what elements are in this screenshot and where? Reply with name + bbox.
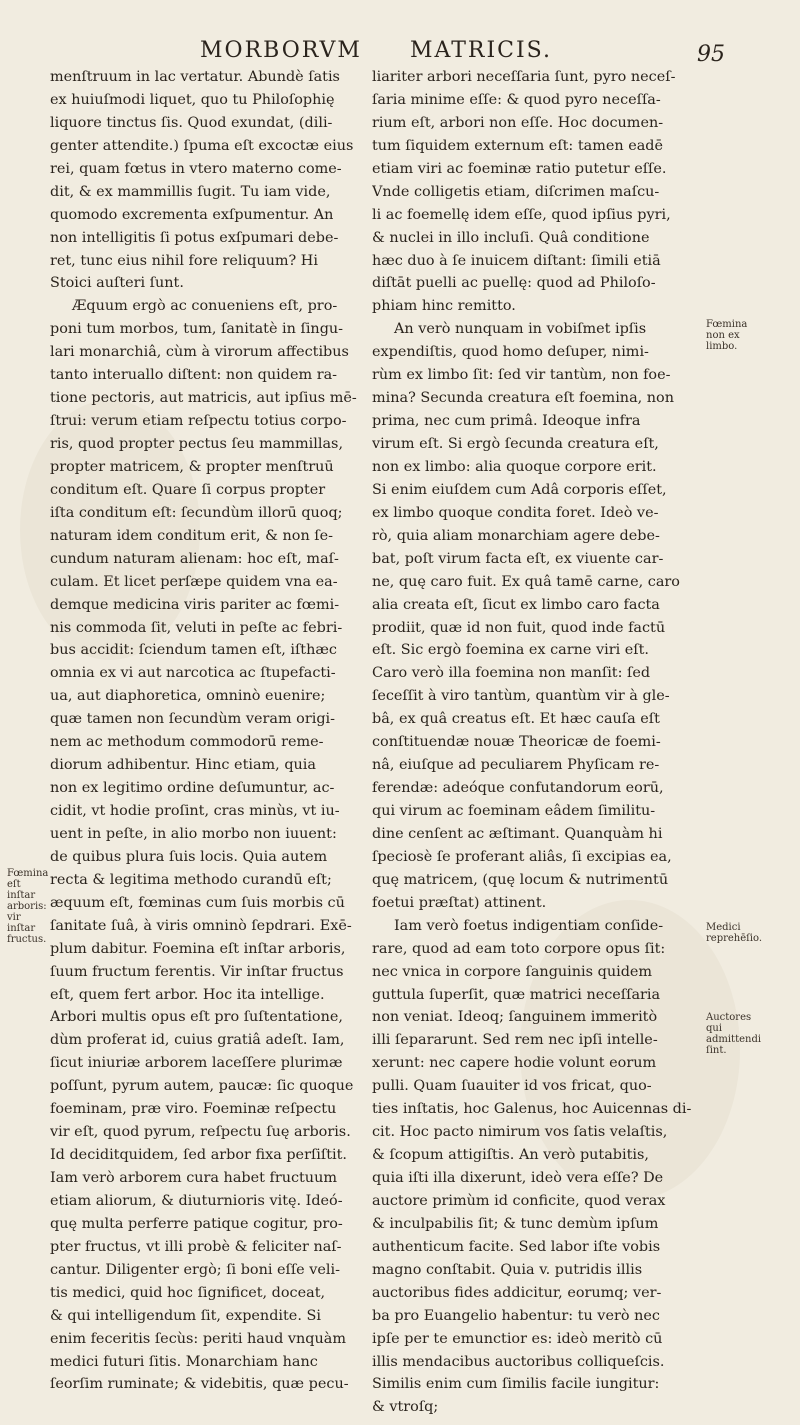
- text-line: diorum adhibentur. Hinc etiam, quia: [50, 757, 316, 774]
- text-line: ex limbo quoque condita foret. Ideò ve-: [372, 504, 659, 521]
- text-line: poſſunt, pyrum autem, paucæ: ſic quoque: [50, 1078, 354, 1095]
- text-line: Id deciditquidem, ſed arbor fixa perſiſtit.: [50, 1147, 347, 1164]
- text-line: de quibus plura ſuis locis. Quia autem: [50, 848, 328, 865]
- text-line: mina? Secunda creatura eſt foemina, non: [372, 390, 674, 407]
- text-line: Iam verò arborem cura habet fructuum: [50, 1170, 337, 1186]
- text-line: ua, aut diaphoretica, omninò euenire;: [50, 688, 326, 705]
- text-line: ſtrui: verum etiam reſpectu totius corpo-: [50, 413, 347, 430]
- text-line: lari monarchiâ, cùm à virorum affectibus: [50, 344, 349, 361]
- text-line: menſtruum in lac vertatur. Abundè ſatis: [50, 69, 340, 85]
- text-line: tis medici, quid hoc ſignificet, doceat,: [50, 1284, 326, 1301]
- text-line: dit, & ex mammillis ſugit. Tu iam vide,: [50, 183, 331, 200]
- text-line: non intelligitis ſi potus exſpumari debe-: [50, 229, 339, 246]
- text-line: etiam aliorum, & diuturnioris vitę. Ideó-: [50, 1192, 343, 1209]
- text-line: rei, quam fœtus in vtero materno come-: [50, 160, 342, 177]
- margin-note-right-1: Fœmina non ex limbo.: [706, 319, 748, 352]
- text-line: cidit, vt hodie proſint, cras minùs, vt iu-: [50, 803, 340, 819]
- text-line: xerunt: nec capere hodie volunt eorum: [372, 1055, 657, 1072]
- text-line: nem ac methodum commodorū reme-: [50, 734, 324, 751]
- text-line: rò, quia aliam monarchiam agere debe-: [372, 527, 660, 544]
- text-line: ferendæ: adeóque confutandorum eorū,: [372, 780, 664, 797]
- text-line: dine cenſent ac æſtimant. Quanquàm hi: [372, 825, 663, 842]
- right-text-column: [372, 66, 697, 1419]
- text-line: & nuclei in illo incluſi. Quâ conditione: [372, 229, 650, 246]
- text-line: Stoici auſteri ſunt.: [50, 275, 184, 292]
- text-line: nis commoda ſit, veluti in peſte ac febri-: [50, 619, 343, 636]
- text-line: tione pectoris, aut matricis, aut ipſius mē-: [50, 390, 357, 407]
- text-line: rium eſt, arbori non eſſe. Hoc documen-: [372, 114, 664, 131]
- text-line: conditum eſt. Quare ſi corpus propter: [50, 481, 326, 498]
- text-line: non veniat. Ideoq; ſanguinem immeritò: [372, 1009, 658, 1026]
- running-title-left: MORBORVM: [200, 38, 362, 63]
- text-line: ſuum fructum ferentis. Vir inſtar fructus: [50, 963, 344, 980]
- text-line: naturam idem conditum erit, & non ſe-: [50, 527, 333, 544]
- margin-note-left: Fœmina eſt inſtar arboris: vir inſtar fructus.: [7, 868, 49, 945]
- text-line: eſt. Sic ergò foemina ex carne viri eſt.: [372, 642, 649, 659]
- text-line: quia iſti illa dixerunt, ideò vera eſſe? De: [372, 1170, 664, 1186]
- margin-note-right-2: Medici reprehēſio.: [706, 922, 763, 944]
- text-line: pulli. Quam ſuauiter id vos fricat, quo-: [372, 1078, 652, 1095]
- text-line: non ex legitimo ordine deſumuntur, ac-: [50, 780, 335, 797]
- text-line: phiam hinc remitto.: [372, 298, 516, 315]
- text-line: enim feceritis ſecùs: periti haud vnquàm: [50, 1330, 347, 1347]
- text-line: quæ tamen non ſecundùm veram origi-: [50, 711, 336, 728]
- text-line: foeminam, præ viro. Foeminæ reſpectu: [50, 1101, 337, 1118]
- text-line: An verò nunquam in vobiſmet ipſis: [394, 321, 647, 338]
- text-line: rùm ex limbo ſit: ſed vir tantùm, non foe-: [372, 367, 671, 384]
- text-line: bâ, ex quâ creatus eſt. Et hæc cauſa eſt: [372, 711, 660, 728]
- text-line: cantur. Diligenter ergò; ſi boni eſſe veli-: [50, 1261, 340, 1278]
- text-line: rare, quod ad eam toto corpore opus ſit:: [372, 940, 666, 957]
- text-line: illi ſepararunt. Sed rem nec ipſi intelle-: [372, 1032, 658, 1049]
- text-line: propter matricem, & propter menſtruū: [50, 458, 334, 475]
- text-line: magno conſtabit. Quia v. putridis illis: [372, 1261, 643, 1278]
- text-line: foetui præſtat) attinent.: [372, 894, 547, 911]
- text-line: ſpeciosè ſe proferant aliâs, ſi excipias ea,: [372, 848, 672, 865]
- text-line: ſicut iniuriæ arborem laceſſere plurimæ: [50, 1055, 343, 1072]
- text-line: li ac foemellę idem eſſe, quod ipſius pyri,: [372, 206, 671, 223]
- text-line: Si enim eiuſdem cum Adâ corporis eſſet,: [372, 481, 667, 498]
- text-line: ne, quę caro fuit. Ex quâ tamē carne, caro: [372, 573, 680, 590]
- text-line: diſtāt puelli ac puellę: quod ad Philoſo-: [372, 275, 656, 292]
- running-title-right: MATRICIS.: [410, 38, 552, 63]
- text-line: authenticum facite. Sed labor iſte vobis: [372, 1238, 661, 1255]
- text-line: etiam viri ac foeminæ ratio putetur eſſe.: [372, 160, 667, 177]
- text-line: liariter arbori neceſſaria ſunt, pyro neceſ-: [372, 69, 676, 85]
- text-line: qui virum ac foeminam eâdem ſimilitu-: [372, 803, 656, 819]
- text-line: liquore tinctus ſis. Quod exundat, (dili-: [50, 114, 333, 131]
- text-line: hæc duo à ſe inuicem diſtant: ſimili etiā: [372, 252, 661, 269]
- left-text-column: [50, 66, 370, 1396]
- text-line: dùm proferat id, cuius gratiâ adeſt. Iam,: [50, 1032, 345, 1049]
- text-line: auctore primùm id conficite, quod verax: [372, 1192, 666, 1209]
- text-line: quę multa perferre patique cogitur, pro-: [50, 1215, 343, 1232]
- text-line: pter fructus, vt illi probè & feliciter naſ-: [50, 1238, 342, 1255]
- text-line: Arbori multis opus eſt pro ſuſtentatione,: [50, 1009, 343, 1026]
- text-line: eſt, quem fert arbor. Hoc ita intellige.: [50, 986, 325, 1003]
- text-line: & qui intelligendum ſit, expendite. Si: [50, 1307, 321, 1324]
- text-line: omnia ex vi aut narcotica ac ſtupefacti-: [50, 665, 336, 682]
- text-line: uent in peſte, in alio morbo non iuuent:: [50, 825, 337, 842]
- text-line: culam. Et licet perſæpe quidem vna ea-: [50, 573, 338, 590]
- text-line: ſaria minime eſſe: & quod pyro neceſſa-: [372, 91, 661, 108]
- text-line: ſeorſim ruminate; & videbitis, quæ pecu-: [50, 1376, 349, 1393]
- text-line: & ſcopum attigiſtis. An verò putabitis,: [372, 1147, 649, 1164]
- text-line: & vtroſq;: [372, 1399, 439, 1416]
- text-line: virum eſt. Si ergò ſecunda creatura eſt,: [372, 436, 659, 452]
- text-line: Iam verò foetus indigentiam conſide-: [394, 917, 664, 934]
- text-line: nâ, eiuſque ad peculiarem Phyſicam re-: [372, 757, 660, 774]
- text-line: conſtituendæ nouæ Theoricæ de foemi-: [372, 734, 661, 751]
- text-line: bat, poſt virum facta eſt, ex viuente car-: [372, 550, 664, 567]
- text-line: ret, tunc eius nihil fore reliquum? Hi: [50, 252, 318, 269]
- text-line: alia creata eſt, ſicut ex limbo caro facta: [372, 596, 660, 613]
- text-line: demque medicina viris pariter ac fœmi-: [50, 596, 340, 613]
- text-line: cundum naturam alienam: hoc eſt, maſ-: [50, 550, 339, 567]
- text-line: nec vnica in corpore ſanguinis quidem: [372, 963, 653, 980]
- text-line: tanto interuallo diſtent: non quidem ra-: [50, 367, 338, 384]
- page-number: 95: [697, 42, 725, 67]
- text-line: recta & legitima methodo curandū eſt;: [50, 871, 332, 888]
- text-line: genter attendite.) ſpuma eſt excoctæ eius: [50, 137, 354, 154]
- text-line: Similis enim cum ſimilis facile iungitur:: [372, 1376, 660, 1393]
- text-line: cit. Hoc pacto nimirum vos ſatis velaſtis,: [372, 1124, 668, 1141]
- text-line: plum dabitur. Foemina eſt inſtar arboris,: [50, 940, 346, 957]
- text-line: ſeceſſit à viro tantùm, quantùm vir à gle-: [372, 688, 670, 705]
- text-line: tum ſiquidem externum eſt: tamen eadē: [372, 137, 664, 154]
- text-line: æquum eſt, fœminas cum ſuis morbis cū: [50, 894, 345, 911]
- text-line: medici futuri ſitis. Monarchiam hanc: [50, 1353, 318, 1370]
- text-line: prodiit, quæ id non fuit, quod inde factū: [372, 619, 666, 636]
- text-line: ris, quod propter pectus ſeu mammillas,: [50, 436, 344, 452]
- text-line: ba pro Euangelio habentur: tu verò nec: [372, 1307, 660, 1324]
- text-line: non ex limbo: alia quoque corpore erit.: [372, 458, 657, 475]
- text-line: ipſe per te emunctior es: ideò meritò cū: [372, 1330, 663, 1347]
- text-line: & inculpabilis ſit; & tunc demùm ipſum: [372, 1215, 659, 1232]
- text-line: guttula ſuperſit, quæ matrici neceſſaria: [372, 986, 661, 1003]
- text-line: Caro verò illa foemina non manſit: ſed: [372, 665, 651, 682]
- text-line: poni tum morbos, tum, ſanitatè in ſingu-: [50, 321, 344, 338]
- text-line: vir eſt, quod pyrum, reſpectu ſuę arboris.: [50, 1124, 351, 1141]
- text-line: quomodo excrementa exſpumentur. An: [50, 206, 334, 223]
- text-line: ties inſtatis, hoc Galenus, hoc Auicennas di-: [372, 1101, 692, 1118]
- text-line: Vnde colligetis etiam, diſcrimen maſcu-: [372, 183, 660, 200]
- text-line: auctoribus fides addicitur, eorumq; ver-: [372, 1284, 662, 1301]
- margin-note-right-3: Auctores qui admittendi ſint.: [706, 1012, 762, 1056]
- text-line: iſta conditum eſt: ſecundùm illorū quoq;: [50, 504, 343, 521]
- text-line: expendiſtis, quod homo deſuper, nimi-: [372, 344, 649, 361]
- text-line: ex huiuſmodi liquet, quo tu Philoſophię: [50, 91, 335, 108]
- text-line: illis mendacibus auctoribus colliqueſcis.: [372, 1353, 665, 1370]
- text-line: ſanitate ſuâ, à viris omninò ſepdrari. Exē-: [50, 917, 352, 934]
- text-line: bus accidit: ſciendum tamen eſt, iſthæc: [50, 642, 337, 659]
- text-line: prima, nec cum primâ. Ideoque infra: [372, 413, 641, 430]
- text-line: Æquum ergò ac conueniens eſt, pro-: [72, 298, 338, 315]
- text-line: quę matricem, (quę locum & nutrimentū: [372, 871, 669, 888]
